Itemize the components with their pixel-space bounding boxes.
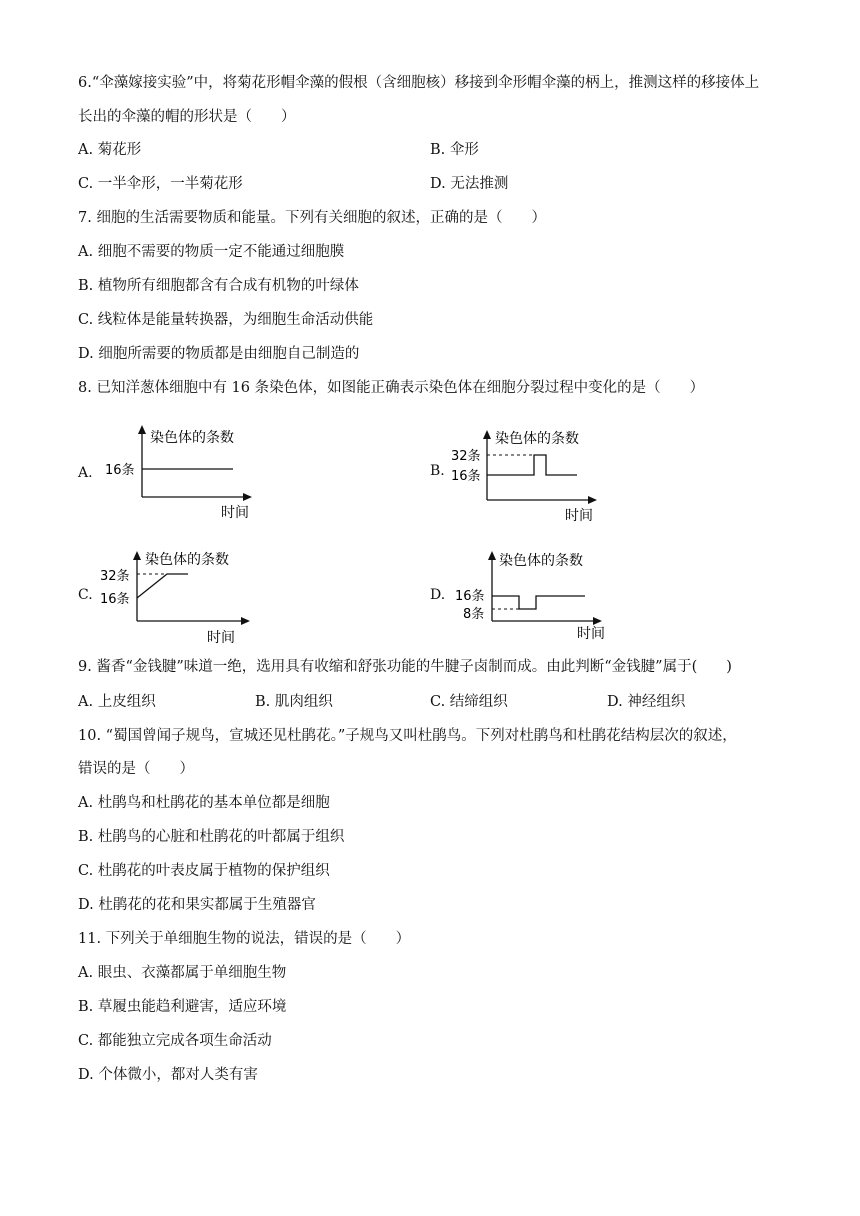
x-axis-label: 时间	[577, 626, 605, 642]
x-axis-arrow	[588, 496, 597, 504]
q10-option-b[interactable]: B. 杜鹃鸟的心脏和杜鹃花的叶都属于组织	[78, 829, 345, 845]
q9-stem: 9. 酱香“金钱腱”味道一绝，选用具有收缩和舒张功能的牛腱子卤制而成。由此判断“金钱腱”属于( )	[78, 659, 732, 675]
y-axis-label: 染色体的条数	[499, 553, 583, 569]
q7-option-b[interactable]: B. 植物所有细胞都含有合成有机物的叶绿体	[78, 278, 359, 294]
q9-option-c[interactable]: C. 结缔组织	[430, 694, 508, 710]
q8-stem: 8. 已知洋葱体细胞中有 16 条染色体，如图能正确表示染色体在细胞分裂过程中变化的是（ ）	[78, 380, 705, 396]
q10-stem-line2: 错误的是（ ）	[78, 761, 194, 777]
series-line	[487, 455, 577, 475]
y-axis-arrow	[138, 425, 146, 434]
q8-option-c-label[interactable]: C.	[78, 587, 93, 603]
series-line	[137, 574, 188, 598]
q7-option-c[interactable]: C. 线粒体是能量转换器，为细胞生命活动供能	[78, 312, 374, 328]
q6-stem-line1: 6.“伞藻嫁接实验”中，将菊花形帽伞藻的假根（含细胞核）移接到伞形帽伞藻的柄上，推测这样的移接体上	[78, 75, 760, 91]
q8-graph-a[interactable]	[95, 422, 270, 522]
q11-option-a[interactable]: A. 眼虫、衣藻都属于单细胞生物	[78, 965, 287, 981]
q7-option-a[interactable]: A. 细胞不需要的物质一定不能通过细胞膜	[78, 244, 345, 260]
q8-graph-d[interactable]	[447, 546, 622, 646]
tick-32: 32条	[100, 569, 130, 584]
q10-option-a[interactable]: A. 杜鹃鸟和杜鹃花的基本单位都是细胞	[78, 795, 330, 811]
y-axis-arrow	[133, 551, 141, 560]
tick-16: 16条	[100, 592, 130, 607]
x-axis-label: 时间	[221, 505, 249, 521]
y-axis-arrow	[488, 551, 496, 560]
q6-option-c[interactable]: C. 一半伞形，一半菊花形	[78, 176, 243, 192]
q6-option-a[interactable]: A. 菊花形	[78, 142, 142, 158]
q8-option-b-label[interactable]: B.	[430, 463, 445, 479]
tick-32: 32条	[451, 449, 481, 464]
tick-8: 8条	[463, 607, 485, 622]
tick-16: 16条	[451, 469, 481, 484]
q11-option-c[interactable]: C. 都能独立完成各项生命活动	[78, 1033, 272, 1049]
y-axis-label: 染色体的条数	[495, 431, 579, 447]
series-line	[492, 596, 585, 609]
q9-option-a[interactable]: A. 上皮组织	[78, 694, 156, 710]
q6-stem-line2: 长出的伞藻的帽的形状是（ ）	[78, 109, 296, 125]
q8-option-a-label[interactable]: A.	[78, 465, 93, 481]
x-axis-label: 时间	[207, 630, 235, 646]
q8-option-d-label[interactable]: D.	[430, 587, 446, 603]
x-axis-arrow	[241, 617, 250, 625]
q8-graph-b[interactable]	[447, 425, 622, 525]
x-axis-label: 时间	[565, 508, 593, 524]
tick-16: 16条	[105, 463, 135, 478]
q6-option-d[interactable]: D. 无法推测	[430, 176, 509, 192]
q10-option-c[interactable]: C. 杜鹃花的叶表皮属于植物的保护组织	[78, 863, 330, 879]
q7-option-d[interactable]: D. 细胞所需要的物质都是由细胞自己制造的	[78, 346, 360, 362]
y-axis-arrow	[483, 430, 491, 439]
q9-option-d[interactable]: D. 神经组织	[607, 694, 686, 710]
q11-stem: 11. 下列关于单细胞生物的说法，错误的是（ ）	[78, 931, 411, 947]
q11-option-d[interactable]: D. 个体微小，都对人类有害	[78, 1067, 258, 1083]
q9-option-b[interactable]: B. 肌肉组织	[255, 694, 333, 710]
q11-option-b[interactable]: B. 草履虫能趋利避害，适应环境	[78, 999, 287, 1015]
x-axis-arrow	[243, 493, 252, 501]
x-axis-arrow	[593, 617, 602, 625]
y-axis-label: 染色体的条数	[145, 552, 229, 568]
q10-stem-line1: 10. “蜀国曾闻子规鸟，宣城还见杜鹃花。”子规鸟又叫杜鹃鸟。下列对杜鹃鸟和杜鹃花结构层次的叙述，	[78, 728, 737, 744]
q7-stem: 7. 细胞的生活需要物质和能量。下列有关细胞的叙述，正确的是（ ）	[78, 210, 546, 226]
y-axis-label: 染色体的条数	[150, 430, 234, 446]
q10-option-d[interactable]: D. 杜鹃花的花和果实都属于生殖器官	[78, 897, 316, 913]
tick-16: 16条	[455, 589, 485, 604]
q6-option-b[interactable]: B. 伞形	[430, 142, 479, 158]
q8-graph-c[interactable]	[95, 546, 270, 646]
